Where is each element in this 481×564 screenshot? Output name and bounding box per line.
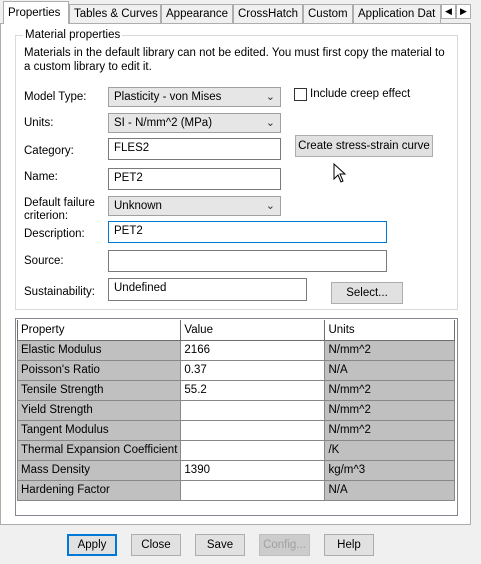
select-button[interactable]: Select... — [331, 282, 403, 304]
property-name: Thermal Expansion Coefficient — [18, 440, 181, 460]
table-row — [18, 340, 455, 360]
tab-application-data[interactable]: Application Dat — [353, 4, 441, 23]
default-failure-label-line1: Default failure — [24, 197, 95, 209]
name-field[interactable]: PET2 — [108, 168, 281, 190]
model-type-label: Model Type: — [24, 91, 87, 103]
property-units: N/A — [325, 480, 455, 500]
column-header-value[interactable]: Value — [181, 320, 325, 340]
source-label: Source: — [24, 255, 64, 267]
sustainability-field[interactable]: Undefined — [108, 278, 307, 301]
tab-appearance[interactable]: Appearance — [161, 4, 233, 23]
tab-properties[interactable]: Properties — [3, 1, 69, 24]
property-name: Mass Density — [18, 460, 181, 480]
close-button[interactable]: Close — [131, 534, 181, 556]
sustainability-label: Sustainability: — [24, 286, 95, 298]
help-button[interactable]: Help — [324, 534, 374, 556]
default-failure-value: Unknown — [114, 200, 162, 212]
property-name: Poisson's Ratio — [18, 360, 181, 380]
property-units: /K — [325, 440, 455, 460]
property-name: Tangent Modulus — [18, 420, 181, 440]
property-units: N/mm^2 — [325, 340, 455, 360]
default-failure-label-line2: criterion: — [24, 210, 69, 222]
units-value: SI - N/mm^2 (MPa) — [114, 117, 213, 129]
property-units: N/mm^2 — [325, 380, 455, 400]
model-type-value: Plasticity - von Mises — [114, 91, 222, 103]
category-field[interactable]: FLES2 — [108, 138, 281, 160]
table-row — [18, 380, 455, 400]
property-name: Elastic Modulus — [18, 340, 181, 360]
config-button[interactable]: Config... — [259, 534, 310, 556]
description-field[interactable]: PET2 — [108, 221, 387, 243]
source-field[interactable] — [108, 250, 387, 272]
chevron-down-icon: ⌄ — [265, 200, 275, 212]
property-name: Hardening Factor — [18, 480, 181, 500]
default-failure-select[interactable] — [108, 196, 281, 216]
creep-checkbox[interactable] — [294, 88, 307, 101]
property-value[interactable] — [181, 420, 325, 440]
property-value[interactable] — [181, 400, 325, 420]
table-row — [18, 440, 455, 460]
property-value[interactable]: 1390 — [181, 460, 325, 480]
tab-tables-curves[interactable]: Tables & Curves — [69, 4, 161, 23]
property-table — [15, 318, 458, 516]
mouse-pointer-icon — [333, 163, 347, 186]
property-value[interactable]: 0.37 — [181, 360, 325, 380]
column-header-units[interactable]: Units — [325, 320, 455, 340]
units-select[interactable] — [108, 113, 281, 133]
table-row — [18, 360, 455, 380]
property-value[interactable] — [181, 480, 325, 500]
table-row — [18, 420, 455, 440]
category-label: Category: — [24, 145, 74, 157]
table-row — [18, 460, 455, 480]
property-units: kg/m^3 — [325, 460, 455, 480]
tab-crosshatch[interactable]: CrossHatch — [233, 4, 303, 23]
tab-bar — [0, 0, 481, 24]
property-value[interactable]: 55.2 — [181, 380, 325, 400]
property-grid — [17, 320, 455, 501]
property-units: N/mm^2 — [325, 400, 455, 420]
property-units: N/A — [325, 360, 455, 380]
creep-label: Include creep effect — [310, 88, 411, 100]
table-row — [18, 480, 455, 500]
tab-scroll-left-icon[interactable]: ◀ — [441, 4, 456, 19]
property-value[interactable]: 2166 — [181, 340, 325, 360]
description-label: Description: — [24, 228, 85, 240]
chevron-down-icon: ⌄ — [265, 117, 275, 129]
property-value[interactable] — [181, 440, 325, 460]
group-title: Material properties — [25, 29, 121, 41]
table-header-row — [18, 320, 455, 340]
tab-custom[interactable]: Custom — [303, 4, 353, 23]
model-type-select[interactable] — [108, 87, 281, 107]
apply-button[interactable]: Apply — [67, 534, 117, 556]
column-header-property[interactable]: Property — [18, 320, 181, 340]
library-note: Materials in the default library can not be edited. You must first copy the material to a custom library to edit it. — [24, 47, 445, 73]
property-units: N/mm^2 — [325, 420, 455, 440]
save-button[interactable]: Save — [195, 534, 245, 556]
units-label: Units: — [24, 117, 54, 129]
table-row — [18, 400, 455, 420]
create-stress-strain-button[interactable]: Create stress-strain curve — [295, 135, 433, 157]
property-name: Tensile Strength — [18, 380, 181, 400]
default-failure-label — [24, 197, 95, 223]
property-name: Yield Strength — [18, 400, 181, 420]
chevron-down-icon: ⌄ — [265, 91, 275, 103]
name-label: Name: — [24, 171, 58, 183]
tab-scroll-right-icon[interactable]: ▶ — [456, 4, 471, 19]
